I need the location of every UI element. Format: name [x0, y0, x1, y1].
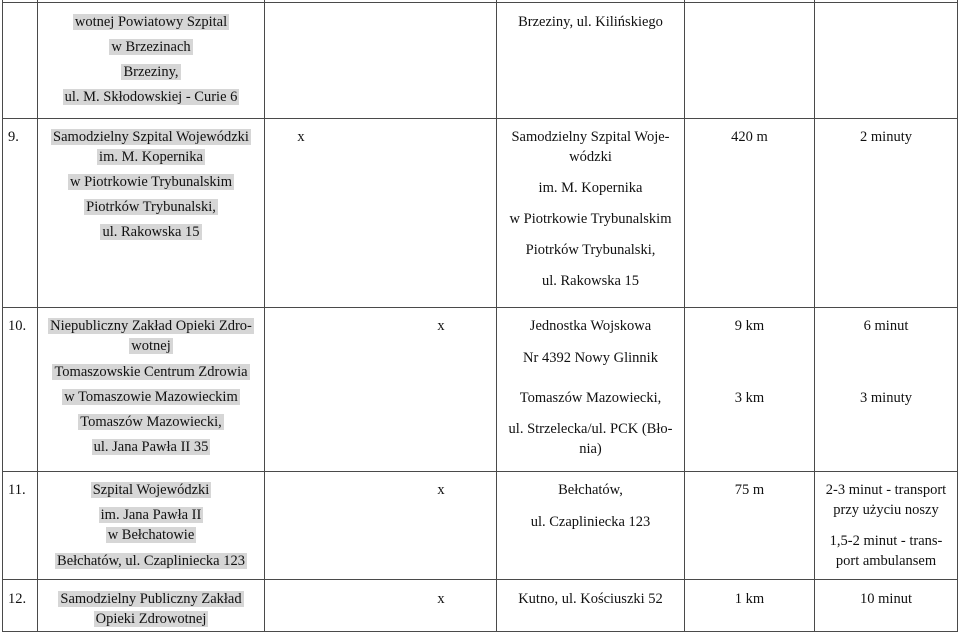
- location-cell: [497, 127, 684, 291]
- time-cell: [815, 589, 957, 609]
- location-line: Samodzielny Szpital Woje-: [511, 129, 670, 145]
- row-number: 10.: [8, 318, 27, 334]
- facility-line: wotnej: [131, 338, 171, 354]
- distance-value: 9 km: [734, 318, 765, 334]
- facility-cell: [38, 12, 264, 107]
- column-divider: [264, 0, 265, 632]
- distance-value: 1 km: [734, 591, 765, 607]
- location-line: Nr 4392 Nowy Glinnik: [523, 350, 658, 366]
- time-cell: [815, 316, 957, 408]
- location-line: Jednostka Wojskowa: [529, 318, 652, 334]
- facility-line: im. Jana Pawła II: [100, 507, 202, 523]
- time-value: 3 minuty: [860, 390, 912, 406]
- facility-line: w Tomaszowie Mazowieckim: [64, 389, 238, 405]
- location-line: w Piotrkowie Trybunalskim: [509, 211, 672, 227]
- time-value: 2-3 minut - transport: [825, 482, 947, 498]
- location-line: ul. Strzelecka/ul. PCK (Bło-: [508, 421, 673, 437]
- time-value: 6 minut: [863, 318, 909, 334]
- time-cell: [815, 127, 957, 147]
- facility-line: Niepubliczny Zakład Opieki Zdro-: [50, 318, 252, 334]
- mark-cell: x: [297, 129, 305, 145]
- row-number: 12.: [8, 591, 27, 607]
- facility-line: Bełchatów, ul. Czapliniecka 123: [57, 553, 245, 569]
- location-cell: [497, 12, 684, 32]
- row-number: 11.: [8, 482, 26, 498]
- time-value: 1,5-2 minut - trans-: [829, 533, 943, 549]
- facility-cell: [38, 589, 264, 629]
- facility-line: Tomaszów Mazowiecki,: [80, 414, 222, 430]
- table-border-right: [957, 0, 958, 632]
- mark-cell: x: [437, 318, 445, 334]
- column-divider: [2, 0, 3, 632]
- facility-cell: [38, 127, 264, 242]
- location-line: ul. Czapliniecka 123: [530, 514, 651, 530]
- location-cell: [497, 589, 684, 609]
- time-value: port ambulansem: [835, 553, 937, 569]
- location-line: nia): [579, 441, 602, 457]
- facility-line: Szpital Wojewódzki: [92, 482, 210, 498]
- distance-value: 75 m: [734, 482, 765, 498]
- facility-line: Opieki Zdrowotnej: [95, 611, 207, 627]
- location-cell: [497, 480, 684, 532]
- distance-cell: [685, 589, 814, 609]
- facility-line: ul. Jana Pawła II 35: [93, 439, 209, 455]
- distance-cell: [685, 480, 814, 500]
- facility-line: w Bełchatowie: [107, 527, 195, 543]
- distance-value: 420 m: [731, 129, 768, 145]
- time-value: przy użyciu noszy: [833, 502, 939, 518]
- facility-line: Piotrków Trybunalski,: [86, 199, 216, 215]
- facility-line: wotnej Powiatowy Szpital: [74, 14, 228, 30]
- location-line: Brzeziny, ul. Kilińskiego: [518, 14, 663, 30]
- location-cell: [497, 316, 684, 459]
- facility-line: Samodzielny Szpital Wojewódzki: [53, 129, 249, 145]
- mark-cell: x: [437, 591, 445, 607]
- facility-line: Tomaszowskie Centrum Zdrowia: [54, 364, 248, 380]
- location-line: ul. Rakowska 15: [541, 273, 640, 289]
- distance-cell: [685, 127, 814, 147]
- facility-line: Samodzielny Publiczny Zakład: [60, 591, 242, 607]
- location-line: im. M. Kopernika: [538, 180, 643, 196]
- location-line: Bełchatów,: [558, 482, 623, 498]
- mark-cell: x: [437, 482, 445, 498]
- facility-line: w Brzezinach: [111, 39, 191, 55]
- distance-value: 3 km: [734, 390, 765, 406]
- location-line: Tomaszów Mazowiecki,: [519, 390, 662, 406]
- facility-line: ul. Rakowska 15: [102, 224, 200, 240]
- facility-line: ul. M. Skłodowskiej - Curie 6: [64, 89, 238, 105]
- time-cell: [815, 480, 957, 571]
- location-line: Piotrków Trybunalski,: [525, 242, 656, 258]
- facility-cell: [38, 480, 264, 571]
- row-number: 9.: [8, 129, 19, 145]
- facility-cell: [38, 316, 264, 457]
- time-value: 2 minuty: [860, 129, 912, 145]
- time-value: 10 minut: [860, 591, 912, 607]
- location-line: wódzki: [569, 149, 612, 165]
- facility-line: w Piotrkowie Trybunalskim: [70, 174, 232, 190]
- distance-cell: [685, 316, 814, 408]
- location-line: Kutno, ul. Kościuszki 52: [518, 591, 663, 607]
- facility-line: Brzeziny,: [123, 64, 179, 80]
- facility-line: im. M. Kopernika: [99, 149, 203, 165]
